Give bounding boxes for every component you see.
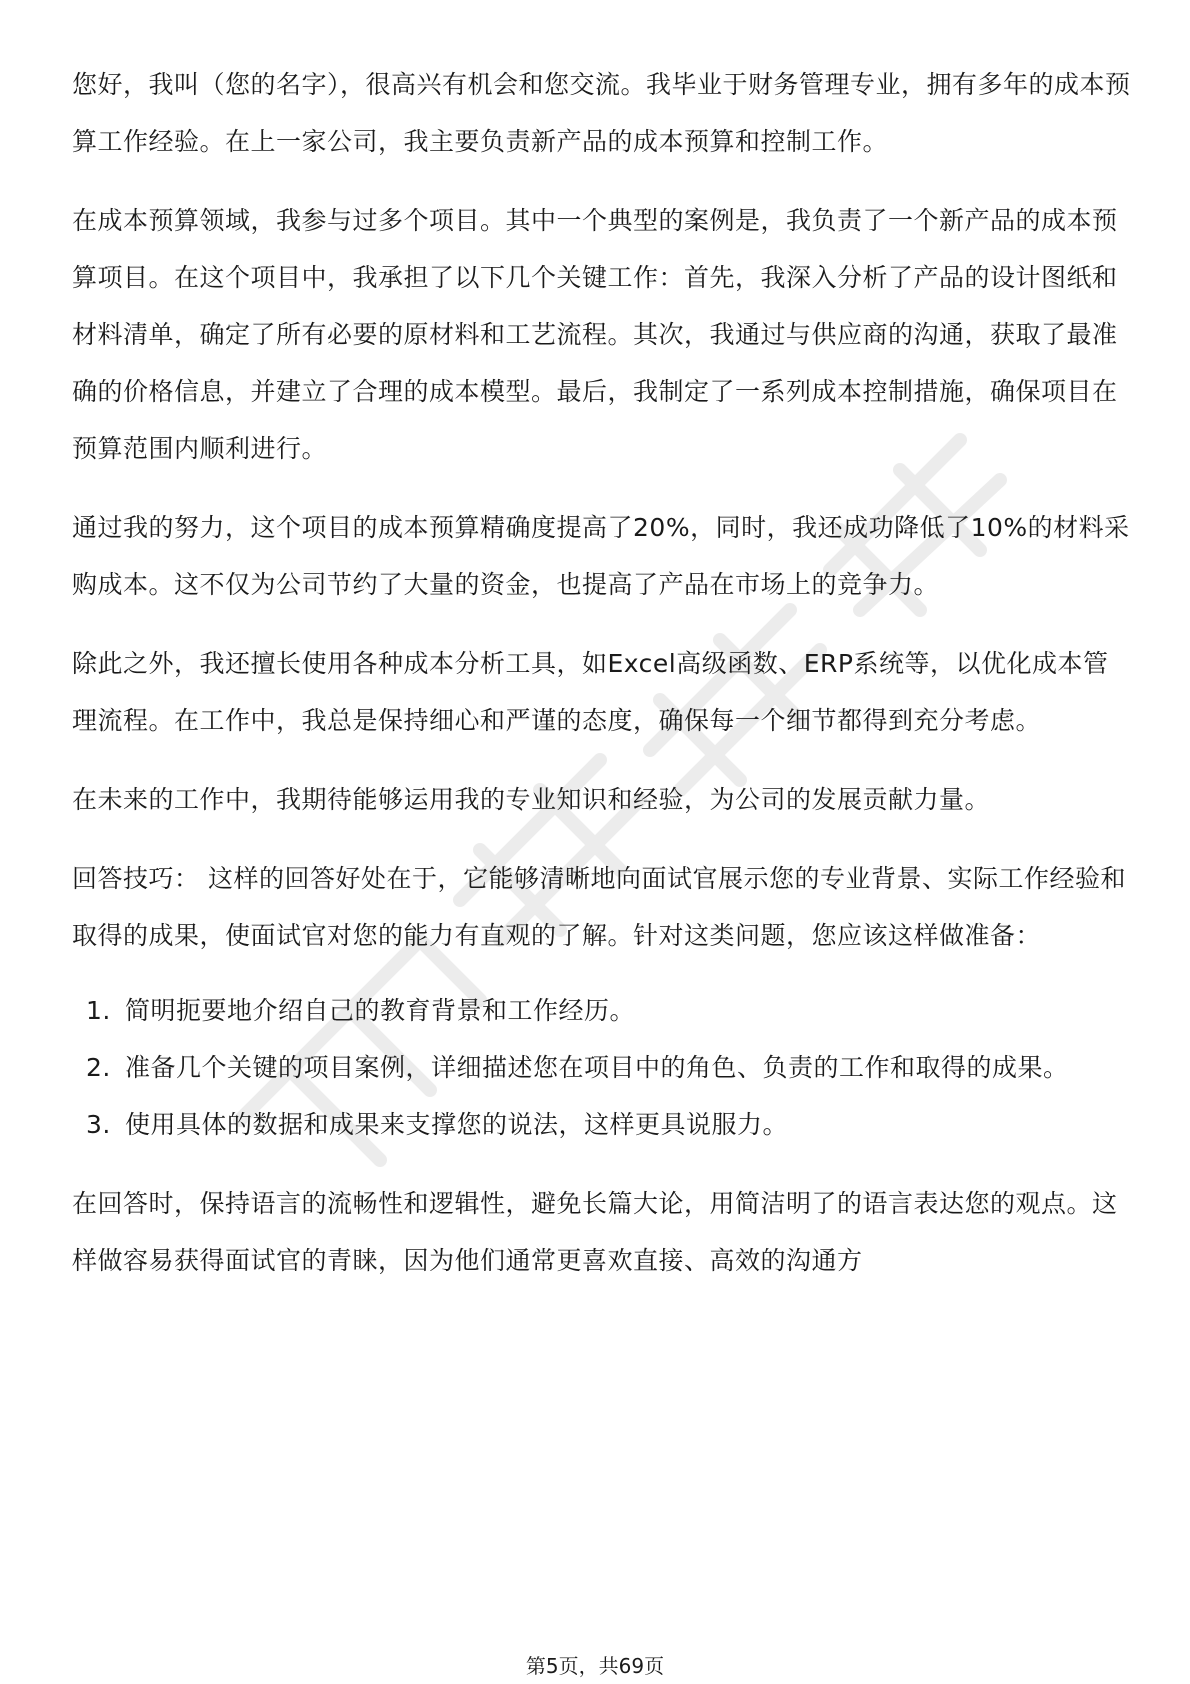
list-item-number: 2. bbox=[86, 1053, 111, 1082]
paragraph-results: 通过我的努力，这个项目的成本预算精确度提高了20%，同时，我还成功降低了10%的材料采购成本。这不仅为公司节约了大量的资金，也提高了产品在市场上的竞争力。 bbox=[72, 513, 1130, 599]
list-item-text: 使用具体的数据和成果来支撑您的说法，这样更具说服力。 bbox=[125, 1110, 789, 1139]
list-item-number: 3. bbox=[86, 1110, 111, 1139]
paragraph-project: 在成本预算领域，我参与过多个项目。其中一个典型的案例是，我负责了一个新产品的成本预算项目。在这个项目中，我承担了以下几个关键工作：首先，我深入分析了产品的设计图纸和材料清单，确定了所有必要的原材料和工艺流程。其次，我通过与供应商的沟通，获取了最准确的价格信息，并建立了合理的成本模型。最后，我制定了一系列成本控制措施，确保项目在预算范围内顺利进行。 bbox=[72, 206, 1118, 463]
list-item bbox=[72, 982, 1132, 1039]
paragraph-intro: 您好，我叫（您的名字），很高兴有机会和您交流。我毕业于财务管理专业，拥有多年的成本预算工作经验。在上一家公司，我主要负责新产品的成本预算和控制工作。 bbox=[72, 70, 1131, 156]
page-number: 第5页，共69页 bbox=[525, 1654, 665, 1678]
document-body bbox=[72, 56, 1132, 1311]
list-item-text: 简明扼要地介绍自己的教育背景和工作经历。 bbox=[125, 996, 636, 1025]
paragraph-future: 在未来的工作中，我期待能够运用我的专业知识和经验，为公司的发展贡献力量。 bbox=[72, 785, 991, 814]
list-item bbox=[72, 1096, 1132, 1153]
list-item bbox=[72, 1039, 1132, 1096]
list-item-number: 1. bbox=[86, 996, 111, 1025]
list-item-text: 准备几个关键的项目案例，详细描述您在项目中的角色、负责的工作和取得的成果。 bbox=[125, 1053, 1069, 1082]
paragraph-tips: 回答技巧： 这样的回答好处在于，它能够清晰地向面试官展示您的专业背景、实际工作经验和取得的成果，使面试官对您的能力有直观的了解。针对这类问题，您应该这样做准备： bbox=[72, 864, 1126, 950]
paragraph-closing: 在回答时，保持语言的流畅性和逻辑性，避免长篇大论，用简洁明了的语言表达您的观点。这样做容易获得面试官的青睐，因为他们通常更喜欢直接、高效的沟通方 bbox=[72, 1189, 1118, 1275]
paragraph-skills: 除此之外，我还擅长使用各种成本分析工具，如Excel高级函数、ERP系统等，以优化成本管理流程。在工作中，我总是保持细心和严谨的态度，确保每一个细节都得到充分考虑。 bbox=[72, 649, 1109, 735]
tips-list bbox=[72, 982, 1132, 1153]
